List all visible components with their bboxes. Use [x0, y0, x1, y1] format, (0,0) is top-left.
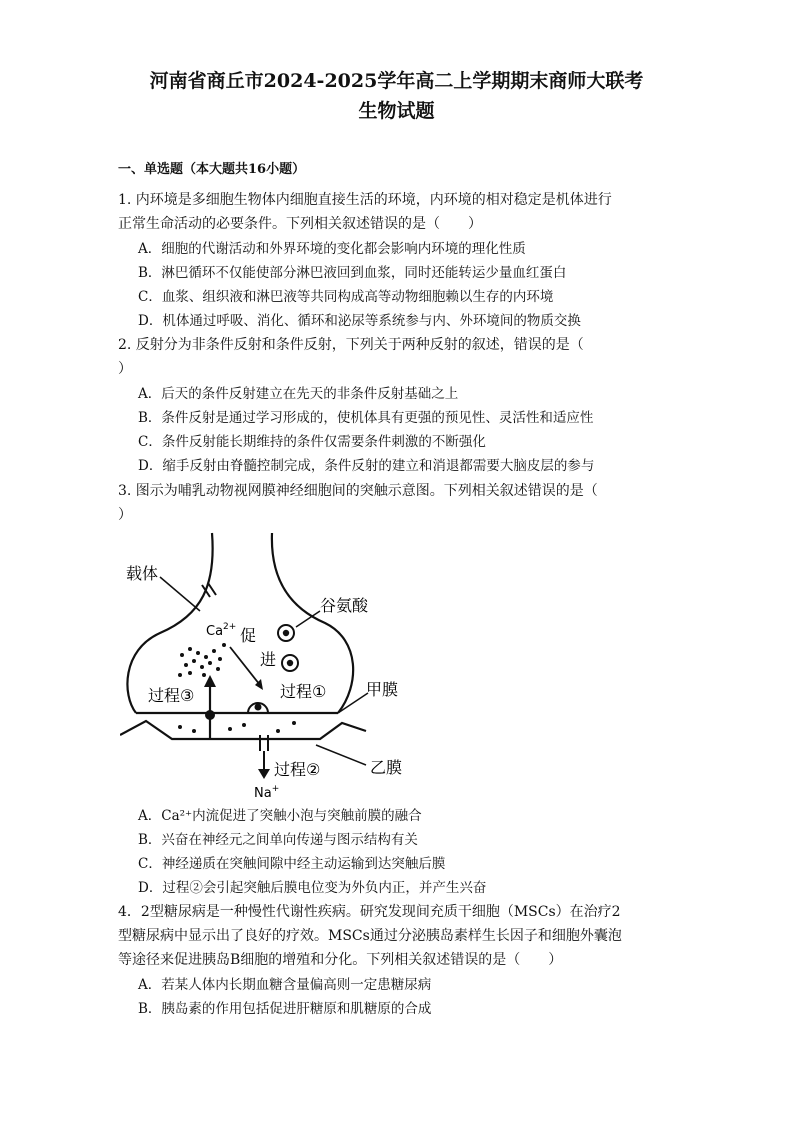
- reuptake-arrowhead: [204, 675, 216, 687]
- promote-arrow: [230, 647, 260, 685]
- glutamate-vesicle-1: [278, 625, 294, 641]
- label-membrane-b: 乙膜: [370, 758, 403, 777]
- label-ca: $Ca^{2+}$: [206, 622, 237, 639]
- document-title: 河南省商丘市2024-2025学年高二上学期期末商师大联考: [149, 70, 644, 92]
- document-subtitle: 生物试题: [358, 100, 435, 122]
- label-process-2: 过程②: [274, 760, 321, 779]
- question-2-option-c: C．条件反射能长期维持的条件仅需要条件刺激的不断强化: [138, 434, 486, 450]
- question-3-option-d: D．过程②会引起突触后膜电位变为外负内正，并产生兴奋: [138, 880, 487, 896]
- question-2-option-d: D．缩手反射由脊髓控制完成，条件反射的建立和消退都需要大脑皮层的参与: [138, 458, 595, 474]
- question-1-option-d: D．机体通过呼吸、消化、循环和泌尿等系统参与内、外环境间的物质交换: [138, 313, 581, 329]
- carrier-pointer: [160, 577, 200, 611]
- question-1-stem-line-1: 1. 内环境是多细胞生物体内细胞直接生活的环境，内环境的相对稳定是机体进行: [118, 192, 612, 208]
- question-4-option-b: B．胰岛素的作用包括促进肝糖原和肌糖原的合成: [138, 1001, 432, 1017]
- label-carrier: 载体: [126, 564, 159, 583]
- question-3-option-c: C．神经递质在突触间隙中经主动运输到达突触后膜: [138, 856, 446, 872]
- membrane-b-pointer: [316, 745, 366, 765]
- label-na: Na+: [254, 784, 280, 801]
- label-process-3: 过程③: [148, 686, 195, 705]
- label-promote-2: 进: [260, 650, 277, 669]
- transmitter-dots: [178, 643, 226, 677]
- membrane-a-pointer: [338, 693, 368, 713]
- question-1-option-b: B．淋巴循环不仅能使部分淋巴液回到血浆，同时还能转运少量血红蛋白: [138, 265, 567, 281]
- question-2-stem-line-2: ）: [118, 361, 132, 377]
- reuptake-transporter: [205, 710, 215, 720]
- fusing-vesicle-core: [255, 704, 262, 711]
- question-2-stem-line-1: 2. 反射分为非条件反射和条件反射，下列关于两种反射的叙述，错误的是（: [118, 337, 584, 353]
- question-1-option-c: C．血浆、组织液和淋巴液等共同构成高等动物细胞赖以生存的内环境: [138, 289, 554, 305]
- label-promote-1: 促: [240, 626, 257, 645]
- question-4-stem-line-2: 型糖尿病中显示出了良好的疗效。MSCs通过分泌胰岛素样生长因子和细胞外囊泡: [118, 928, 622, 944]
- label-glutamate: 谷氨酸: [320, 596, 369, 615]
- question-1-option-a: A．细胞的代谢活动和外界环境的变化都会影响内环境的理化性质: [138, 241, 526, 257]
- cleft-dots: [178, 721, 296, 733]
- question-2-option-a: A．后天的条件反射建立在先天的非条件反射基础之上: [138, 386, 459, 402]
- question-3-option-b: B．兴奋在神经元之间单向传递与图示结构有关: [138, 832, 418, 848]
- question-3-stem-line-2: ）: [118, 507, 132, 523]
- question-1-stem-line-2: 正常生命活动的必要条件。下列相关叙述错误的是（ ）: [118, 216, 482, 232]
- section-heading: 一、单选题（本大题共16小题）: [118, 162, 306, 177]
- question-2-option-b: B．条件反射是通过学习形成的，使机体具有更强的预见性、灵活性和适应性: [138, 410, 594, 426]
- glutamate-vesicle-2: [282, 655, 298, 671]
- question-3-option-a: A．Ca²⁺内流促进了突触小泡与突触前膜的融合: [138, 808, 422, 824]
- na-channel-icon: [260, 735, 268, 751]
- label-membrane-a: 甲膜: [366, 680, 399, 699]
- question-4-stem-line-3: 等途径来促进胰岛B细胞的增殖和分化。下列相关叙述错误的是（ ）: [118, 952, 563, 968]
- question-4-stem-line-1: 4．2型糖尿病是一种慢性代谢性疾病。研究发现间充质干细胞（MSCs）在治疗2: [118, 904, 621, 920]
- synapse-diagram: [120, 525, 420, 805]
- question-4-option-a: A．若某人体内长期血糖含量偏高则一定患糖尿病: [138, 977, 432, 993]
- label-process-1: 过程①: [280, 682, 327, 701]
- na-influx-arrowhead: [258, 769, 270, 779]
- question-3-stem-line-1: 3. 图示为哺乳动物视网膜神经细胞间的突触示意图。下列相关叙述错误的是（: [118, 483, 598, 499]
